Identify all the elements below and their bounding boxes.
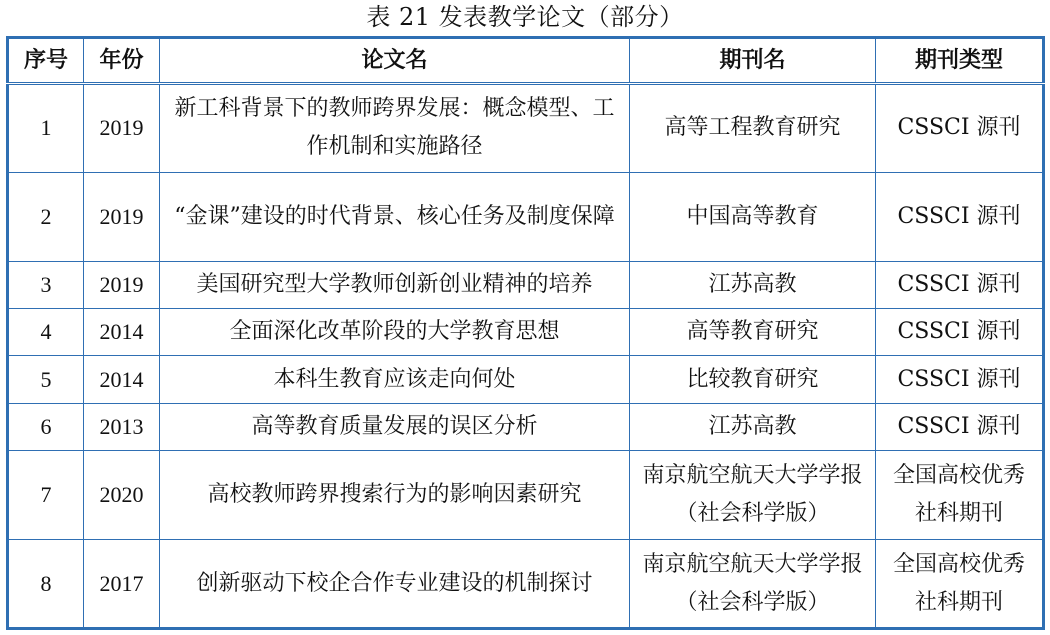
cell-title: 高校教师跨界搜索行为的影响因素研究 (160, 451, 630, 540)
table-row (8, 356, 1044, 403)
cell-year: 2019 (84, 84, 160, 173)
cell-title: 全面深化改革阶段的大学教育思想 (160, 309, 630, 356)
cell-no: 3 (8, 261, 84, 308)
cell-type: CSSCI 源刊 (876, 261, 1044, 308)
cell-no: 6 (8, 403, 84, 450)
header-title: 论文名 (160, 38, 630, 84)
cell-type: CSSCI 源刊 (876, 403, 1044, 450)
cell-journal: 中国高等教育 (630, 172, 876, 261)
cell-type: CSSCI 源刊 (876, 84, 1044, 173)
cell-title: 创新驱动下校企合作专业建设的机制探讨 (160, 540, 630, 629)
cell-title: 本科生教育应该走向何处 (160, 356, 630, 403)
cell-type: 全国高校优秀社科期刊 (876, 540, 1044, 629)
table-row (8, 451, 1044, 540)
cell-type: CSSCI 源刊 (876, 356, 1044, 403)
table-row (8, 261, 1044, 308)
cell-type: CSSCI 源刊 (876, 172, 1044, 261)
header-year: 年份 (84, 38, 160, 84)
cell-journal: 南京航空航天大学学报（社会科学版） (630, 451, 876, 540)
cell-title: “金课”建设的时代背景、核心任务及制度保障 (160, 172, 630, 261)
table-row (8, 84, 1044, 173)
cell-title: 美国研究型大学教师创新创业精神的培养 (160, 261, 630, 308)
table-row (8, 403, 1044, 450)
cell-year: 2014 (84, 309, 160, 356)
cell-year: 2019 (84, 172, 160, 261)
cell-type: CSSCI 源刊 (876, 309, 1044, 356)
cell-type: 全国高校优秀社科期刊 (876, 451, 1044, 540)
cell-year: 2017 (84, 540, 160, 629)
cell-no: 7 (8, 451, 84, 540)
cell-journal: 高等教育研究 (630, 309, 876, 356)
cell-title: 高等教育质量发展的误区分析 (160, 403, 630, 450)
header-journal: 期刊名 (630, 38, 876, 84)
cell-year: 2020 (84, 451, 160, 540)
table-caption: 表 21 发表教学论文（部分） (366, 3, 684, 31)
papers-table (6, 36, 1045, 630)
table-row (8, 172, 1044, 261)
table-row (8, 309, 1044, 356)
cell-no: 5 (8, 356, 84, 403)
cell-title: 新工科背景下的教师跨界发展：概念模型、工作机制和实施路径 (160, 84, 630, 173)
cell-journal: 南京航空航天大学学报（社会科学版） (630, 540, 876, 629)
cell-no: 8 (8, 540, 84, 629)
cell-no: 2 (8, 172, 84, 261)
header-no: 序号 (8, 38, 84, 84)
cell-year: 2019 (84, 261, 160, 308)
cell-journal: 比较教育研究 (630, 356, 876, 403)
cell-no: 4 (8, 309, 84, 356)
table-header-row (8, 38, 1044, 84)
header-type: 期刊类型 (876, 38, 1044, 84)
table-row (8, 540, 1044, 629)
cell-journal: 江苏高教 (630, 261, 876, 308)
cell-year: 2014 (84, 356, 160, 403)
cell-journal: 高等工程教育研究 (630, 84, 876, 173)
cell-no: 1 (8, 84, 84, 173)
cell-journal: 江苏高教 (630, 403, 876, 450)
cell-year: 2013 (84, 403, 160, 450)
